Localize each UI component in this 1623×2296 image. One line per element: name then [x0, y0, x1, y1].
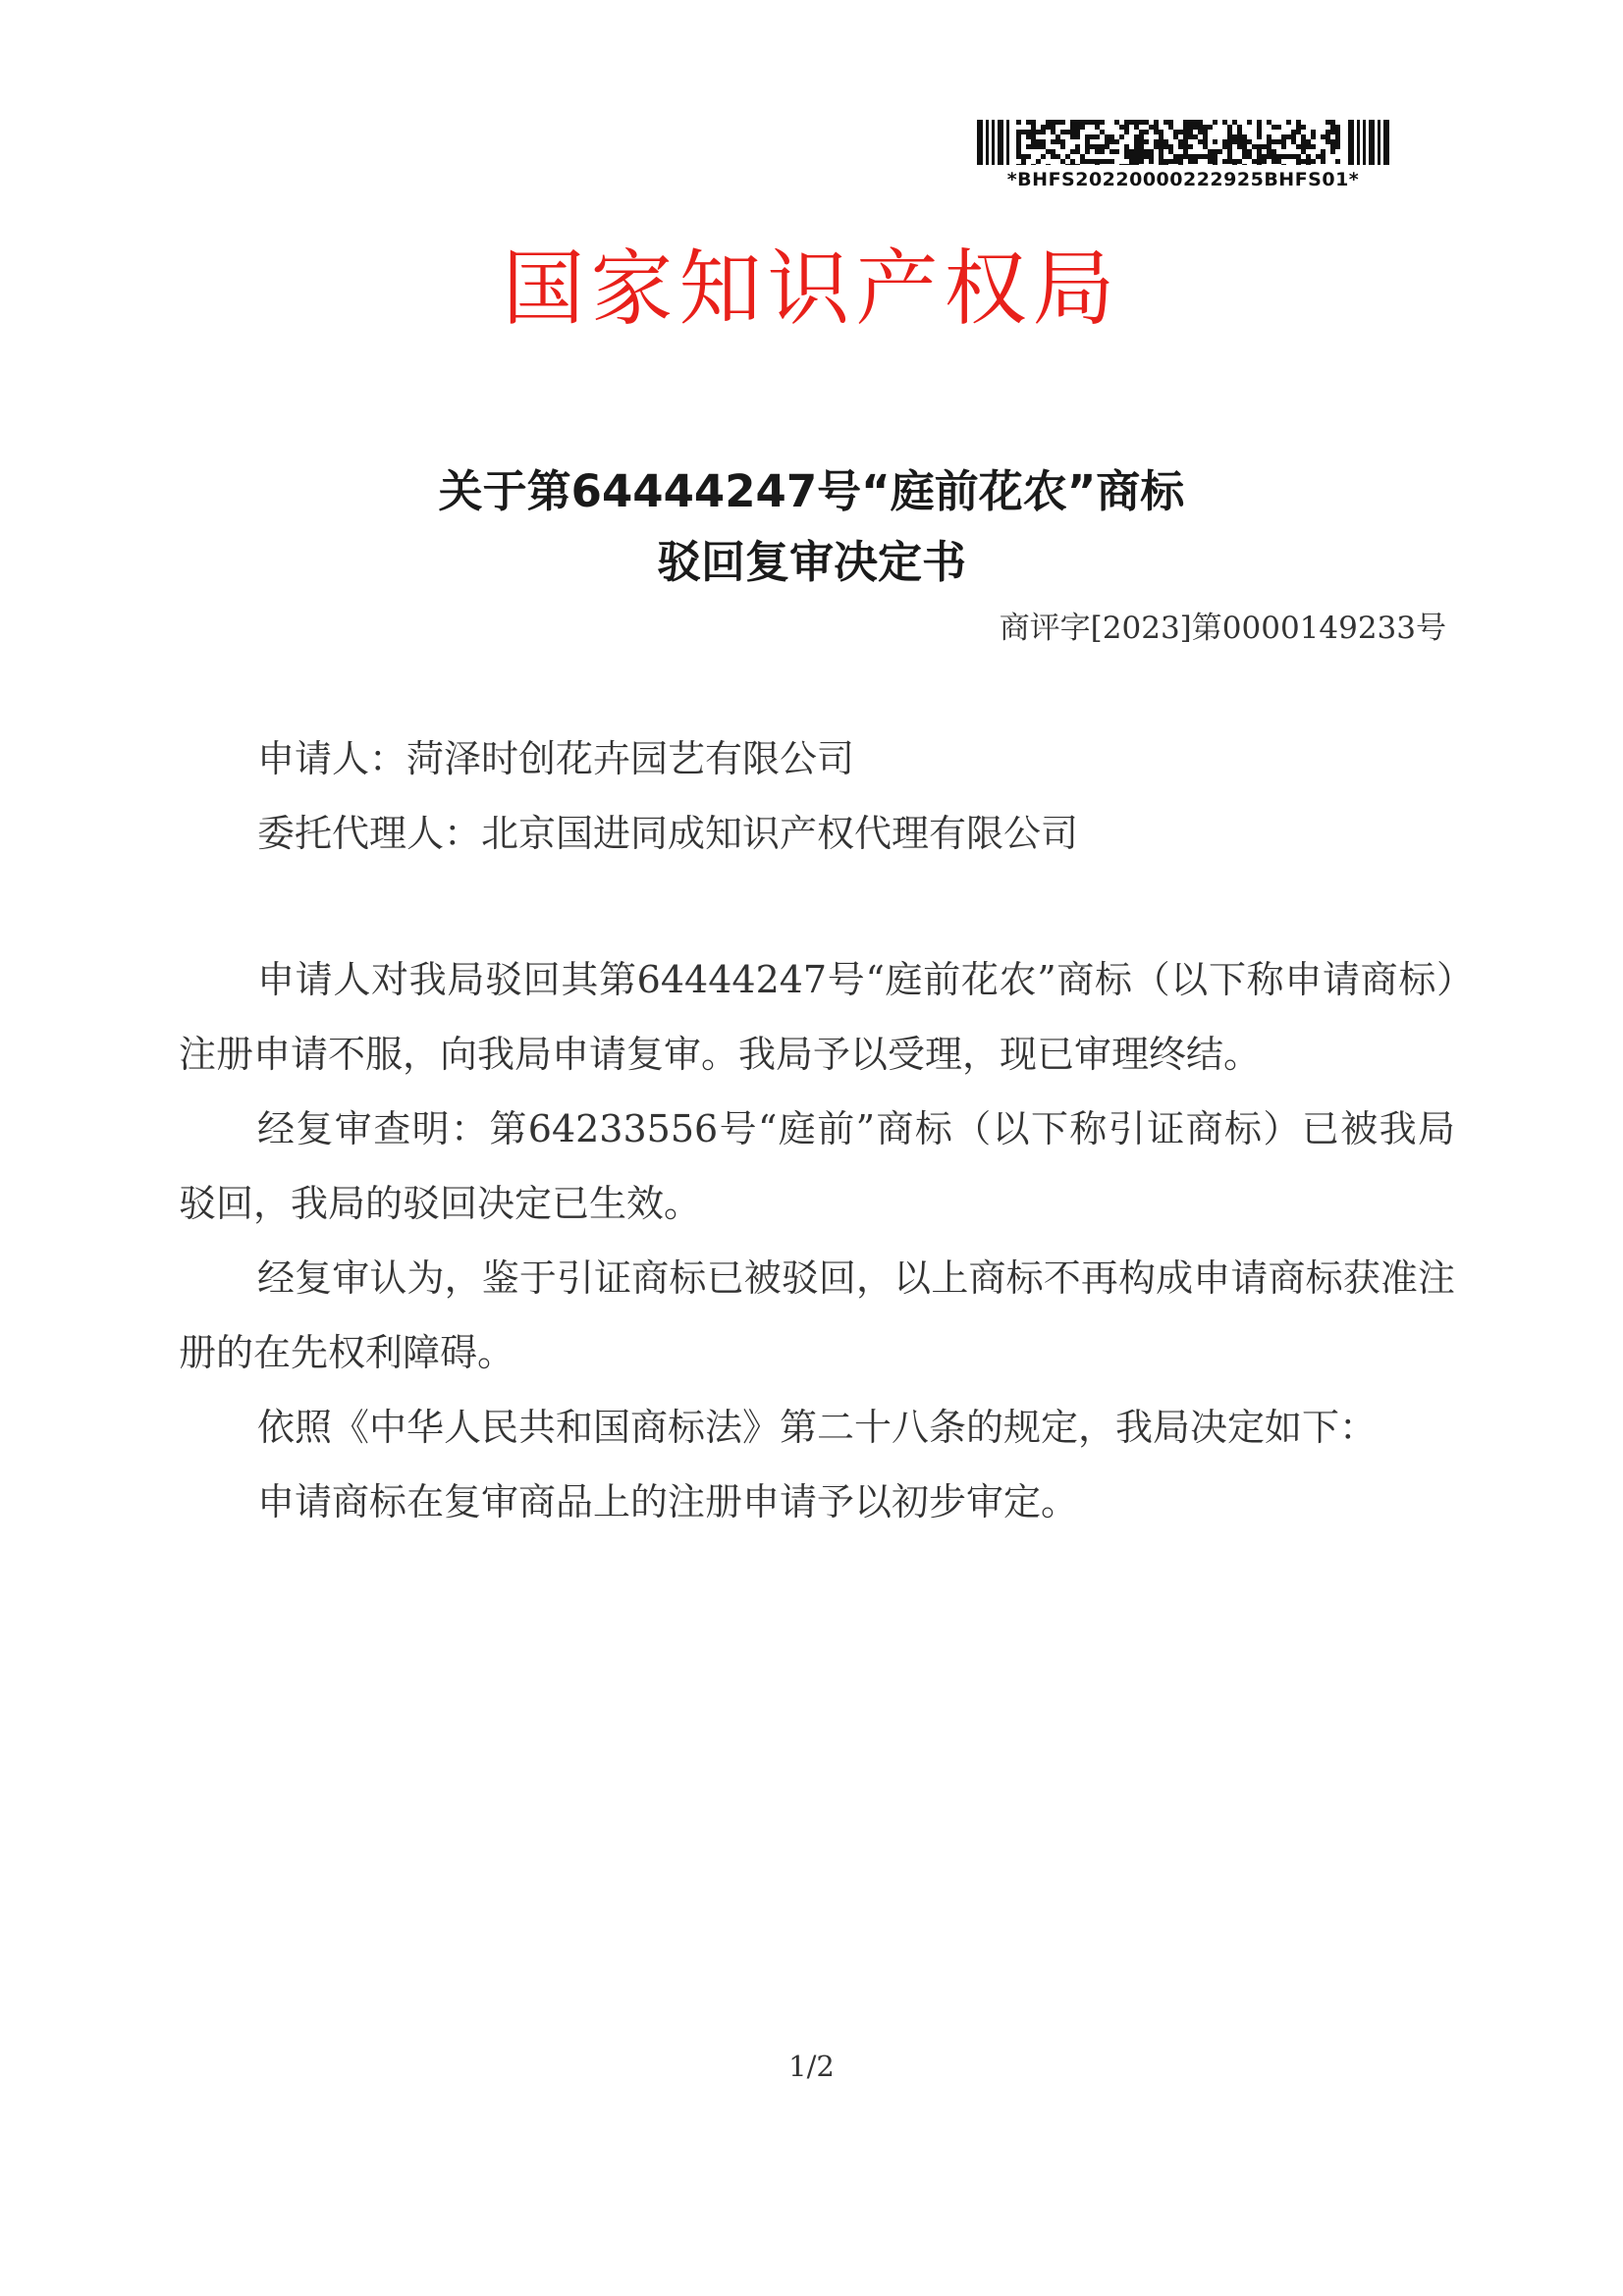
barcode	[977, 120, 1389, 198]
paragraph: 申请人对我局驳回其第64444247号“庭前花农”商标（以下称申请商标）注册申请不服，向我局申请复审。我局予以受理，现已审理终结。	[179, 958, 1455, 1076]
paragraph: 经复审认为，鉴于引证商标已被驳回，以上商标不再构成申请商标获准注册的在先权利障碍。	[179, 1256, 1455, 1374]
document-title-line1: 关于第64444247号“庭前花农”商标	[438, 465, 1185, 517]
barcode-bars	[977, 120, 1389, 165]
agent-line: 委托代理人：北京国进同成知识产权代理有限公司	[257, 812, 1079, 855]
paragraph: 经复审查明：第64233556号“庭前”商标（以下称引证商标）已被我局驳回，我局的驳回决定已生效。	[179, 1107, 1455, 1225]
agency-name: 国家知识产权局	[502, 240, 1121, 337]
paragraph: 申请商标在复审商品上的注册申请予以初步审定。	[257, 1480, 1079, 1523]
document-number: 商评字[2023]第0000149233号	[999, 611, 1446, 646]
applicant-line: 申请人：菏泽时创花卉园艺有限公司	[257, 737, 855, 780]
barcode-caption: *BHFS20220000222925BHFS01*	[1006, 169, 1360, 190]
document-title-line2: 驳回复审决定书	[656, 536, 966, 588]
page-number: 1/2	[788, 2050, 835, 2083]
decision-body	[179, 942, 1455, 1539]
paragraph: 依照《中华人民共和国商标法》第二十八条的规定，我局决定如下：	[257, 1406, 1378, 1449]
